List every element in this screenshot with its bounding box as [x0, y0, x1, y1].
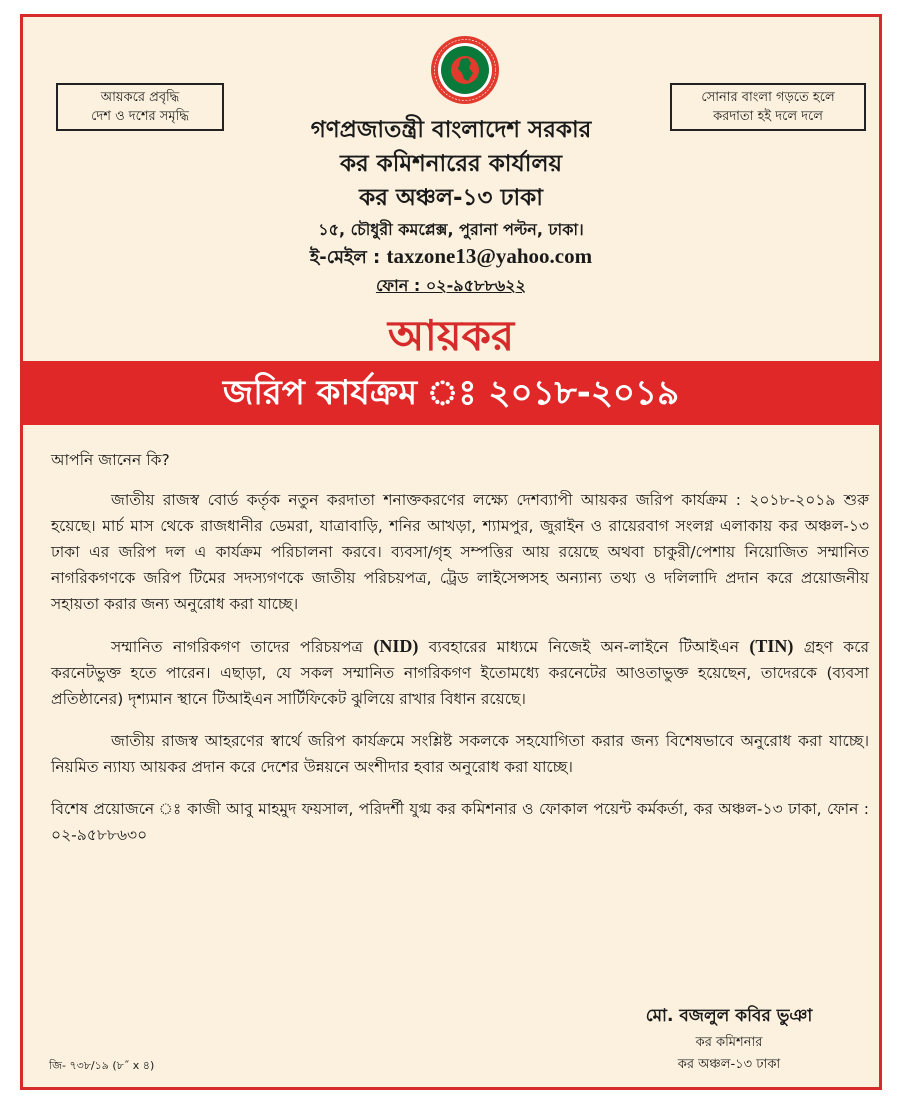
government-name: গণপ্রজাতন্ত্রী বাংলাদেশ সরকার	[310, 117, 592, 143]
office-name: কর কমিশনারের কার্যালয়	[339, 151, 563, 177]
contact-paragraph: বিশেষ প্রয়োজনে ঃ কাজী আবু মাহমুদ ফয়সাল, পরিদর্শী যুগ্ম কর কমিশনার ও ফোকাল পয়েন্ট কর্মকর্তা, কর অঞ্চল-১৩ ঢাকা, ফোন : ০২-৯৫৮৮৬৩০	[51, 800, 869, 844]
page-title: আয়কর	[387, 311, 515, 360]
email-address: taxzone13@yahoo.com	[386, 244, 593, 268]
notice-body	[51, 447, 869, 864]
survey-banner: জরিপ কার্যক্রম ঃ ২০১৮-২০১৯	[23, 361, 879, 425]
paragraph-2-part-c: গ্রহণ করে করনেটভুক্ত হতে পারেন। এছাড়া, যে সকল সম্মানিত নাগরিকগণ ইতোমধ্যে করনেটের আওতাভুক্ত হয়েছেন, তাদেরকে (ব্যবসা প্রতিষ্ঠানের) দৃশ্যমান স্থানে টিআইএন সার্টিফিকেট ঝুলিয়ে রাখার বিধান রয়েছে।	[51, 638, 869, 708]
paragraph-3: জাতীয় রাজস্ব আহরণের স্বার্থে জরিপ কার্যক্রমে সংশ্লিষ্ট সকলকে সহযোগিতা করার জন্য বিশেষভাবে অনুরোধ করা যাচ্ছে। নিয়মিত ন্যায্য আয়কর প্রদান করে দেশের উন্নয়নে অংশীদার হবার অনুরোধ করা যাচ্ছে।	[51, 732, 869, 776]
slogan-right-line-2: করদাতা হই দলে দলে	[713, 109, 823, 124]
paragraph-2-part-b: ব্যবহারের মাধ্যমে নিজেই অন-লাইনে টিআইএন	[428, 638, 739, 656]
paragraph-2-part-a: সম্মানিত নাগরিকগণ তাদের পরিচয়পত্র	[111, 638, 363, 656]
nid-term: (NID)	[373, 636, 419, 656]
phone-line	[23, 273, 879, 300]
phone-number: ফোন : ০২-৯৫৮৮৬২২	[375, 276, 527, 295]
ad-reference: জি- ৭৩৮/১৯ (৮˝ x ৪)	[49, 1059, 155, 1072]
paragraph-1: জাতীয় রাজস্ব বোর্ড কর্তৃক নতুন করদাতা শনাক্তকরণের লক্ষ্যে দেশব্যাপী আয়কর জরিপ কার্যক্রম : ২০১৮-২০১৯ শুরু হয়েছে। মার্চ মাস থেকে রাজধানীর ডেমরা, যাত্রাবাড়ি, শনির আখড়া, শ্যামপুর, জুরাইন ও রায়েরবাগ সংলগ্ন এলাকায় কর অঞ্চল-১৩ ঢাকা এর জরিপ দল এ কার্যক্রম পরিচালনা করবে। ব্যবসা/গৃহ সম্পত্তির আয় রয়েছে অথবা চাকুরী/পেশায় নিয়োজিত সম্মানিত নাগরিকগণকে জরিপ টিমের সদস্যগণকে জাতীয় পরিচয়পত্র, ট্রেড লাইসেন্সসহ অন্যান্য তথ্য ও দলিলাদি প্রদান করে প্রয়োজনীয় সহায়তা করার জন্য অনুরোধ করা যাচ্ছে।	[51, 491, 869, 613]
slogan-right-line-1: সোনার বাংলা গড়তে হলে	[701, 90, 835, 105]
advertisement-frame	[20, 14, 882, 1090]
paragraph-2	[51, 633, 869, 712]
question-line: আপনি জানেন কি?	[51, 451, 170, 469]
signatory-designation: কর কমিশনার	[695, 1035, 763, 1050]
slogan-left-line-2: দেশ ও দশের সমৃদ্ধি	[91, 109, 189, 124]
email-label: ই-মেইল :	[309, 247, 381, 268]
office-address: ১৫, চৌধুরী কমপ্লেক্স, পুরানা পল্টন, ঢাকা।	[318, 220, 584, 239]
government-seal-icon	[430, 35, 500, 105]
tin-term: (TIN)	[749, 636, 794, 656]
email-line	[23, 243, 879, 274]
signatory-zone: কর অঞ্চল-১৩ ঢাকা	[677, 1057, 781, 1072]
tax-zone: কর অঞ্চল-১৩ ঢাকা	[359, 185, 543, 211]
slogan-left-line-1: আয়করে প্রবৃদ্ধি	[100, 90, 180, 105]
signatory-name: মো. বজলুল কবির ভুঞা	[645, 1006, 813, 1026]
